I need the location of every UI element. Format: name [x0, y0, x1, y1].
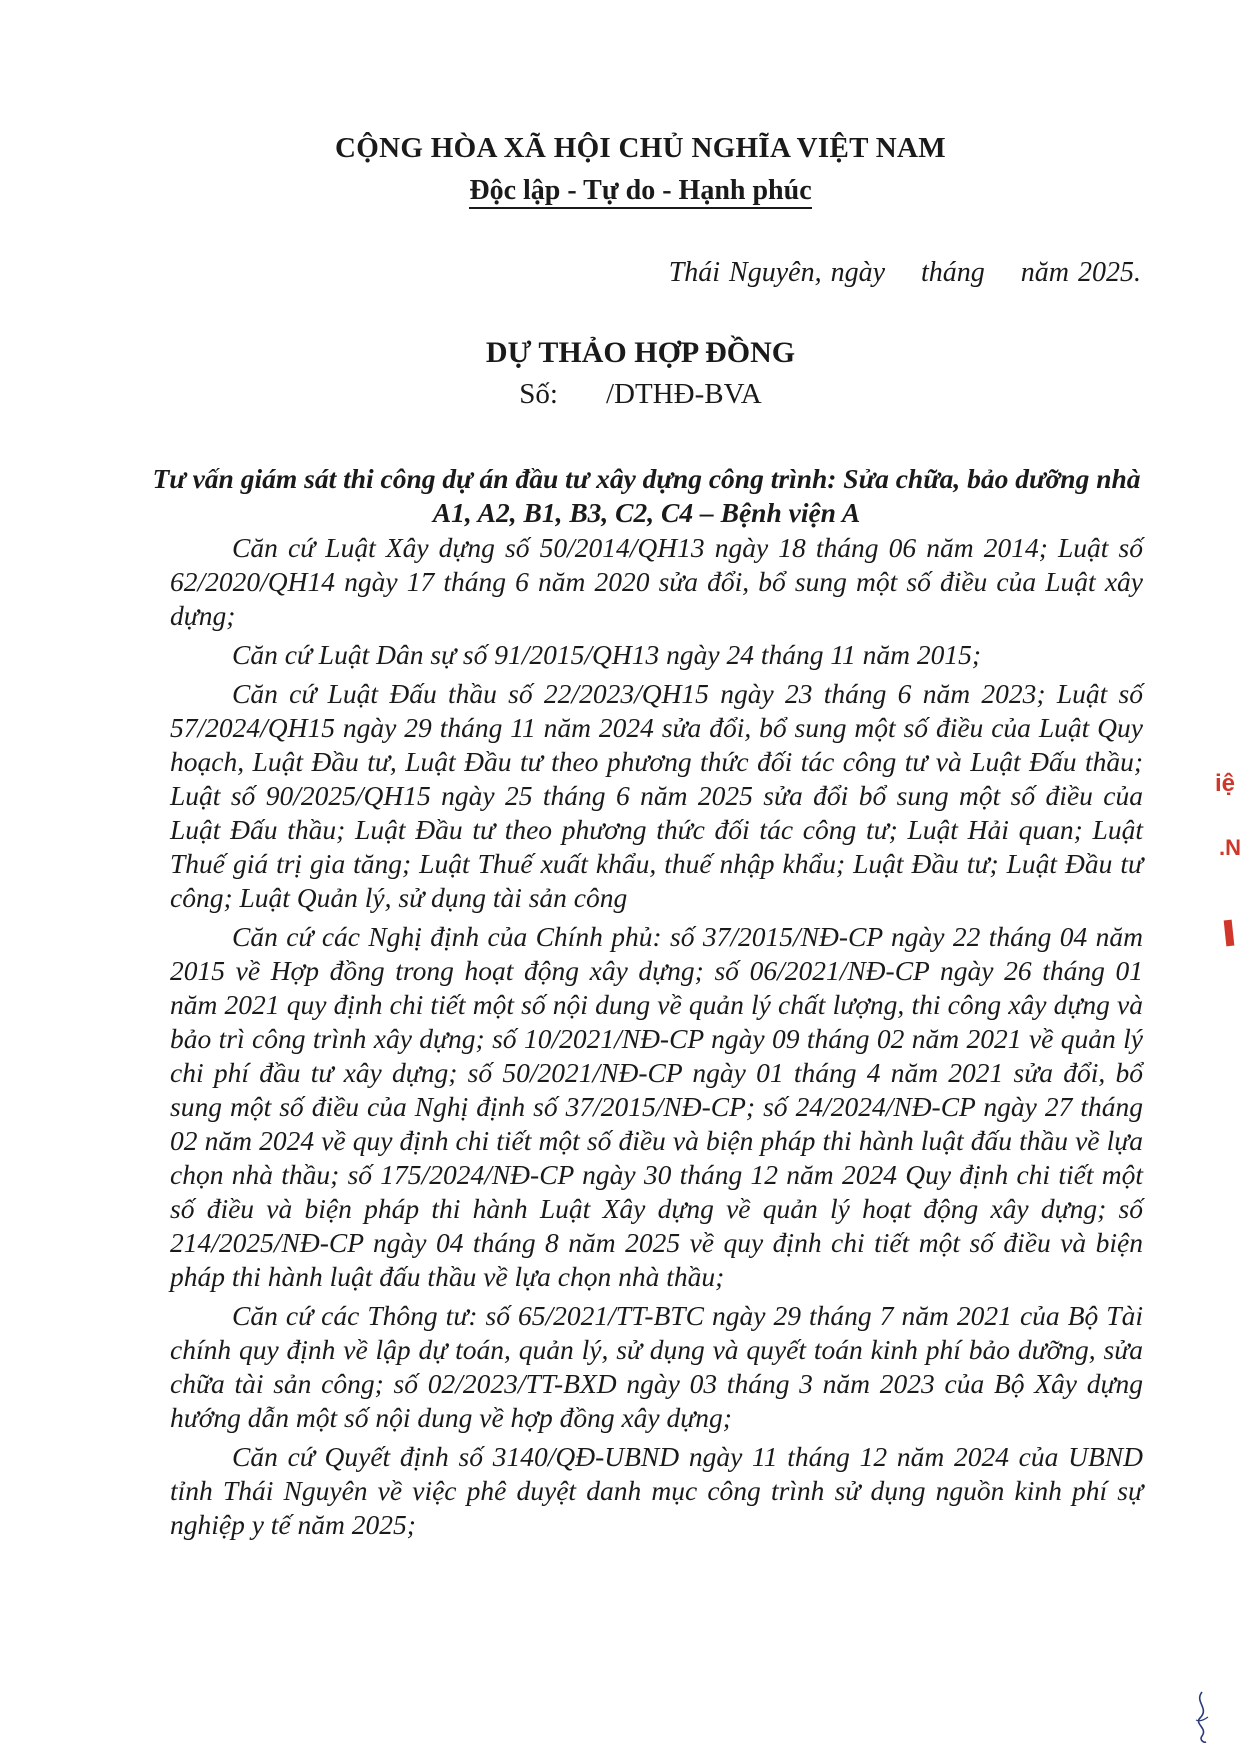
place-date: Thái Nguyên, ngày tháng năm 2025.	[668, 257, 1141, 288]
document-number-value: /DTHĐ-BVA	[605, 378, 762, 410]
title-block	[0, 336, 1241, 411]
legal-basis	[170, 531, 1143, 1547]
initial-signature	[1190, 1690, 1214, 1745]
document-title: DỰ THẢO HỢP ĐỒNG	[485, 336, 796, 369]
legal-basis-paragraph: Căn cứ Luật Đấu thầu số 22/2023/QH15 ngày 23 tháng 6 năm 2023; Luật số 57/2024/QH15 ngày 29 tháng 11 năm 2024 sửa đổi, bổ sung một số điều của Luật Quy hoạch, Luật Đầu tư, Luật Đầu tư theo phương thức đối tác công tư và Luật Đấu thầu; Luật số 90/2025/QH15 ngày 25 tháng 6 năm 2025 sửa đổi bổ sung một số điều của Luật Đấu thầu; Luật Đầu tư theo phương thức đối tác công tư; Luật Hải quan; Luật Thuế giá trị gia tăng; Luật Thuế xuất khẩu, thuế nhập khẩu; Luật Đầu tư; Luật Đầu tư công; Luật Quản lý, sử dụng tài sản công	[170, 678, 1143, 913]
legal-basis-paragraph: Căn cứ các Thông tư: số 65/2021/TT-BTC ngày 29 tháng 7 năm 2021 của Bộ Tài chính quy định về lập dự toán, quản lý, sử dụng và quyết toán kinh phí bảo dưỡng, sửa chữa tài sản công; số 02/2023/TT-BXD ngày 03 tháng 3 năm 2023 của Bộ Xây dựng hướng dẫn một số nội dung về hợp đồng xây dựng;	[170, 1300, 1143, 1433]
legal-basis-paragraph: Căn cứ Quyết định số 3140/QĐ-UBND ngày 11 tháng 12 năm 2024 của UBND tỉnh Thái Nguyên về việc phê duyệt danh mục công trình sử dụng nguồn kinh phí sự nghiệp y tế năm 2025;	[170, 1441, 1143, 1540]
motto-text: Độc lập - Tự do - Hạnh phúc	[469, 175, 811, 209]
document-number-label: Số:	[519, 378, 558, 410]
margin-stamp	[1213, 770, 1241, 970]
legal-basis-paragraph: Căn cứ các Nghị định của Chính phủ: số 37/2015/NĐ-CP ngày 22 tháng 04 năm 2015 về Hợp đồng trong hoạt động xây dựng; số 06/2021/NĐ-CP ngày 26 tháng 01 năm 2021 quy định chi tiết một số nội dung về quản lý chất lượng, thi công xây dựng và bảo trì công trình xây dựng; số 10/2021/NĐ-CP ngày 09 tháng 02 năm 2021 về quản lý chi phí đầu tư xây dựng; số 50/2021/NĐ-CP ngày 01 tháng 4 năm 2021 sửa đổi, bổ sung một số điều của Nghị định số 37/2015/NĐ-CP; số 24/2024/NĐ-CP ngày 27 tháng 02 năm 2024 về quy định chi tiết một số điều và biện pháp thi hành luật đấu thầu về lựa chọn nhà thầu; số 175/2024/NĐ-CP ngày 30 tháng 12 năm 2024 Quy định chi tiết một số điều và biện pháp thi hành Luật Xây dựng về quản lý hoạt động xây dựng; số 214/2025/NĐ-CP ngày 04 tháng 8 năm 2025 về quy định chi tiết một số điều và biện pháp thi hành luật đấu thầu về lựa chọn nhà thầu;	[170, 921, 1143, 1292]
stamp-fragment-middle: .N	[1219, 835, 1241, 860]
national-motto	[0, 175, 1241, 207]
document-number	[40, 378, 1241, 411]
legal-basis-paragraph: Căn cứ Luật Dân sự số 91/2015/QH13 ngày 24 tháng 11 năm 2015;	[232, 639, 982, 670]
nation-name: CỘNG HÒA XÃ HỘI CHỦ NGHĨA VIỆT NAM	[335, 132, 946, 164]
contract-subject: Tư vấn giám sát thi công dự án đầu tư xây dựng công trình: Sửa chữa, bảo dưỡng nhà A1, A2, B1, B3, C2, C4 – Bệnh viện A	[152, 463, 1141, 528]
stamp-fragment-top: iệ	[1214, 770, 1235, 797]
legal-basis-paragraph: Căn cứ Luật Xây dựng số 50/2014/QH13 ngày 18 tháng 06 năm 2014; Luật số 62/2020/QH14 ngày 17 tháng 6 năm 2020 sửa đổi, bổ sung một số điều của Luật xây dựng;	[170, 532, 1143, 631]
national-header	[0, 132, 1241, 207]
stamp-mark	[1224, 920, 1235, 947]
